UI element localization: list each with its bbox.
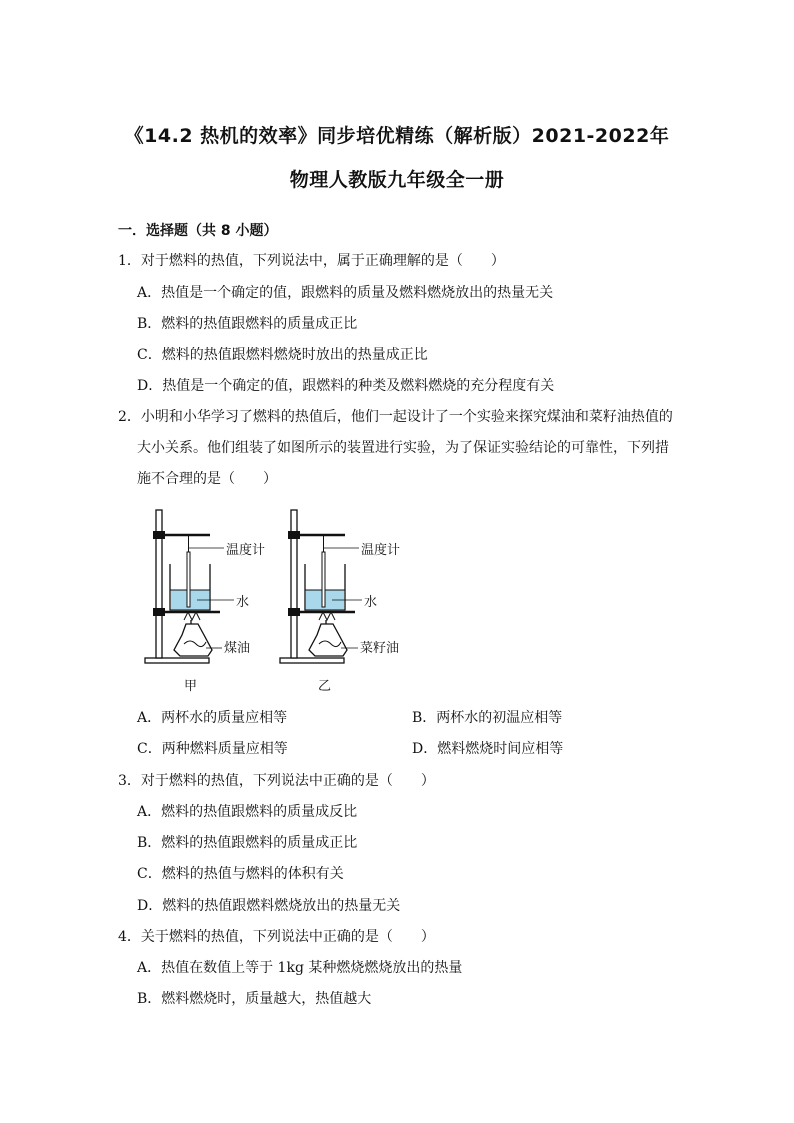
question-1-stem: 1．对于燃料的热值，下列说法中，属于正确理解的是（ ）: [118, 253, 505, 269]
clamp-left: [153, 531, 165, 539]
document-title-line-2: 物理人教版九年级全一册: [289, 169, 505, 191]
ring-clamp-right: [288, 608, 300, 616]
question-3-option-b: B．燃料的热值跟燃料的质量成正比: [137, 835, 358, 851]
question-1-option-c: C．燃料的热值跟燃料燃烧时放出的热量成正比: [137, 347, 428, 363]
thermometer-right: [322, 552, 325, 607]
ring-clamp-left: [153, 608, 165, 616]
label-thermometer-right: 温度计: [361, 543, 401, 558]
question-1-option-d: D．热值是一个确定的值，跟燃料的种类及燃料燃烧的充分程度有关: [137, 378, 555, 394]
question-3-option-d: D．燃料的热值跟燃料燃烧放出的热量无关: [137, 898, 401, 914]
thermometer-left: [187, 552, 190, 607]
stand-base-right: [280, 658, 344, 663]
caption-right: 乙: [318, 679, 332, 694]
experiment-figure: [140, 502, 440, 702]
apparatus-left: [145, 510, 265, 694]
clamp-right: [288, 531, 300, 539]
question-4-stem: 4．关于燃料的热值，下列说法中正确的是（ ）: [118, 929, 435, 945]
document-title-line-1: 《14.2 热机的效率》同步培优精练（解析版）2021-2022年: [124, 125, 670, 147]
label-thermometer-left: 温度计: [226, 543, 266, 558]
question-4-option-b: B．燃料燃烧时，质量越大，热值越大: [137, 991, 372, 1007]
question-3-option-a: A．燃料的热值跟燃料的质量成反比: [137, 804, 358, 820]
question-2-option-b: B．两杯水的初温应相等: [412, 710, 563, 726]
caption-left: 甲: [184, 679, 198, 694]
question-2-stem-cont-1: 大小关系。他们组装了如图所示的装置进行实验，为了保证实验结论的可靠性，下列措: [137, 440, 669, 456]
lamp-right: [309, 624, 347, 656]
stand-base-left: [145, 658, 209, 663]
question-1-option-b: B．燃料的热值跟燃料的质量成正比: [137, 316, 358, 332]
lamp-left: [174, 624, 212, 656]
label-water-right: 水: [364, 595, 378, 610]
question-3-option-c: C．燃料的热值与燃料的体积有关: [137, 866, 344, 882]
question-2-option-a: A．两杯水的质量应相等: [137, 710, 288, 726]
question-2-stem-cont-2: 施不合理的是（ ）: [137, 471, 277, 487]
label-fuel-right: 菜籽油: [360, 641, 400, 656]
label-fuel-left: 煤油: [224, 641, 251, 656]
question-2-option-d: D．燃料燃烧时间应相等: [412, 741, 564, 757]
question-2-option-c: C．两种燃料质量应相等: [137, 741, 288, 757]
question-3-stem: 3．对于燃料的热值，下列说法中正确的是（ ）: [118, 773, 435, 789]
question-1-option-a: A．热值是一个确定的值，跟燃料的质量及燃料燃烧放出的热量无关: [137, 285, 554, 301]
question-2-stem: 2．小明和小华学习了燃料的热值后，他们一起设计了一个实验来探究煤油和菜籽油热值的: [118, 409, 673, 425]
question-4-option-a: A．热值在数值上等于 1kg 某种燃烧燃烧放出的热量: [137, 960, 463, 976]
apparatus-right: [280, 510, 400, 694]
section-heading: 一．选择题（共 8 小题）: [118, 223, 278, 239]
label-water-left: 水: [236, 595, 250, 610]
